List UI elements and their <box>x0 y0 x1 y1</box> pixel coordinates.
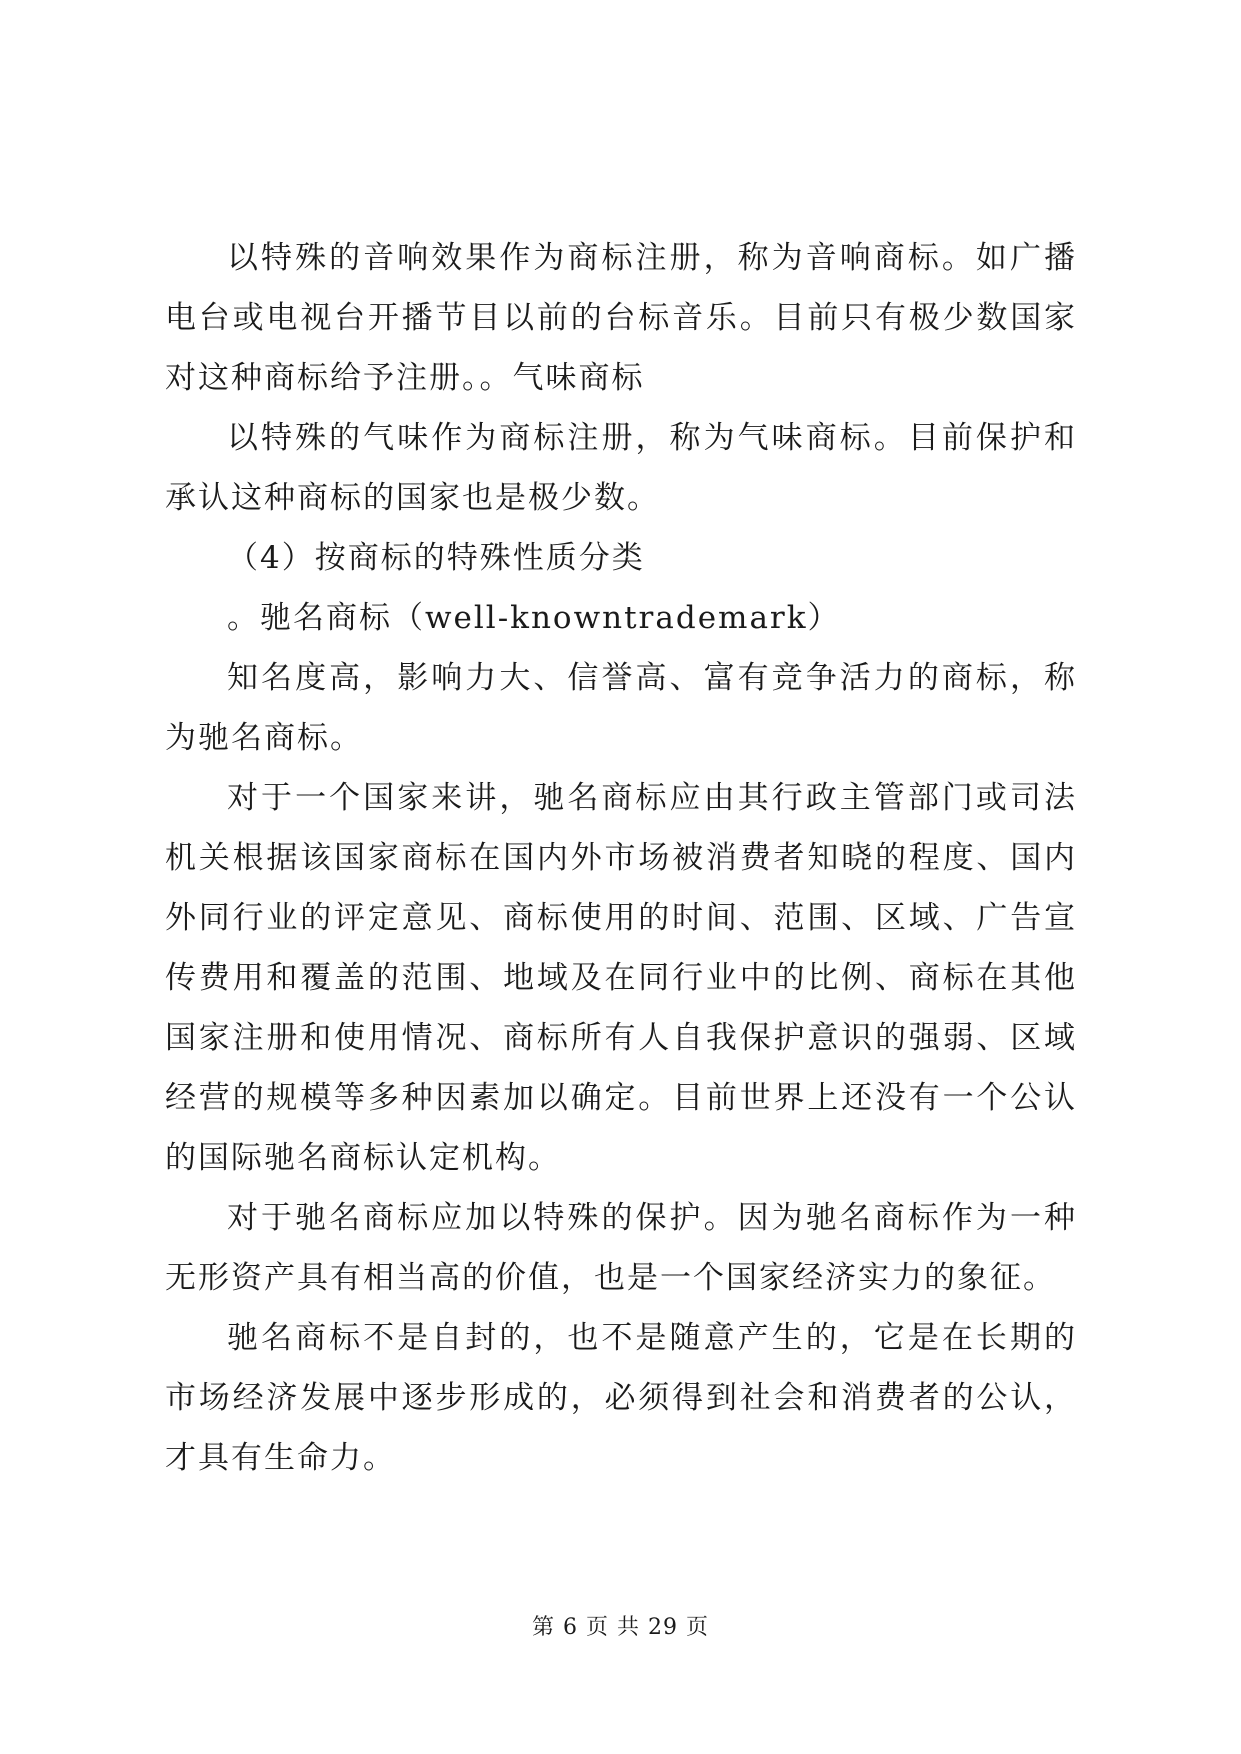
paragraph-well-known-definition: 知名度高，影响力大、信誉高、富有竞争活力的商标，称为驰名商标。 <box>165 660 1077 756</box>
document-body <box>165 228 1077 1488</box>
page-number-footer: 第 6 页 共 29 页 <box>532 1615 709 1640</box>
section-heading-special-nature: （4）按商标的特殊性质分类 <box>227 540 645 576</box>
paragraph-well-known-heading: 。驰名商标（well-knowntrademark） <box>227 600 841 636</box>
paragraph-sound-trademark: 以特殊的音响效果作为商标注册，称为音响商标。如广播电台或电视台开播节目以前的台标音乐。目前只有极少数国家对这种商标给予注册。。气味商标 <box>165 240 1077 396</box>
paragraph-national-recognition: 对于一个国家来讲，驰名商标应由其行政主管部门或司法机关根据该国家商标在国内外市场被消费者知晓的程度、国内外同行业的评定意见、商标使用的时间、范围、区域、广告宣传费用和覆盖的范围、地域及在同行业中的比例、商标在其他国家注册和使用情况、商标所有人自我保护意识的强弱、区域经营的规模等多种因素加以确定。目前世界上还没有一个公认的国际驰名商标认定机构。 <box>165 780 1077 1176</box>
paragraph-smell-trademark: 以特殊的气味作为商标注册，称为气味商标。目前保护和承认这种商标的国家也是极少数。 <box>165 420 1077 516</box>
paragraph-special-protection: 对于驰名商标应加以特殊的保护。因为驰名商标作为一种无形资产具有相当高的价值，也是一个国家经济实力的象征。 <box>165 1200 1077 1296</box>
paragraph-formation: 驰名商标不是自封的，也不是随意产生的，它是在长期的市场经济发展中逐步形成的，必须得到社会和消费者的公认，才具有生命力。 <box>165 1320 1077 1476</box>
